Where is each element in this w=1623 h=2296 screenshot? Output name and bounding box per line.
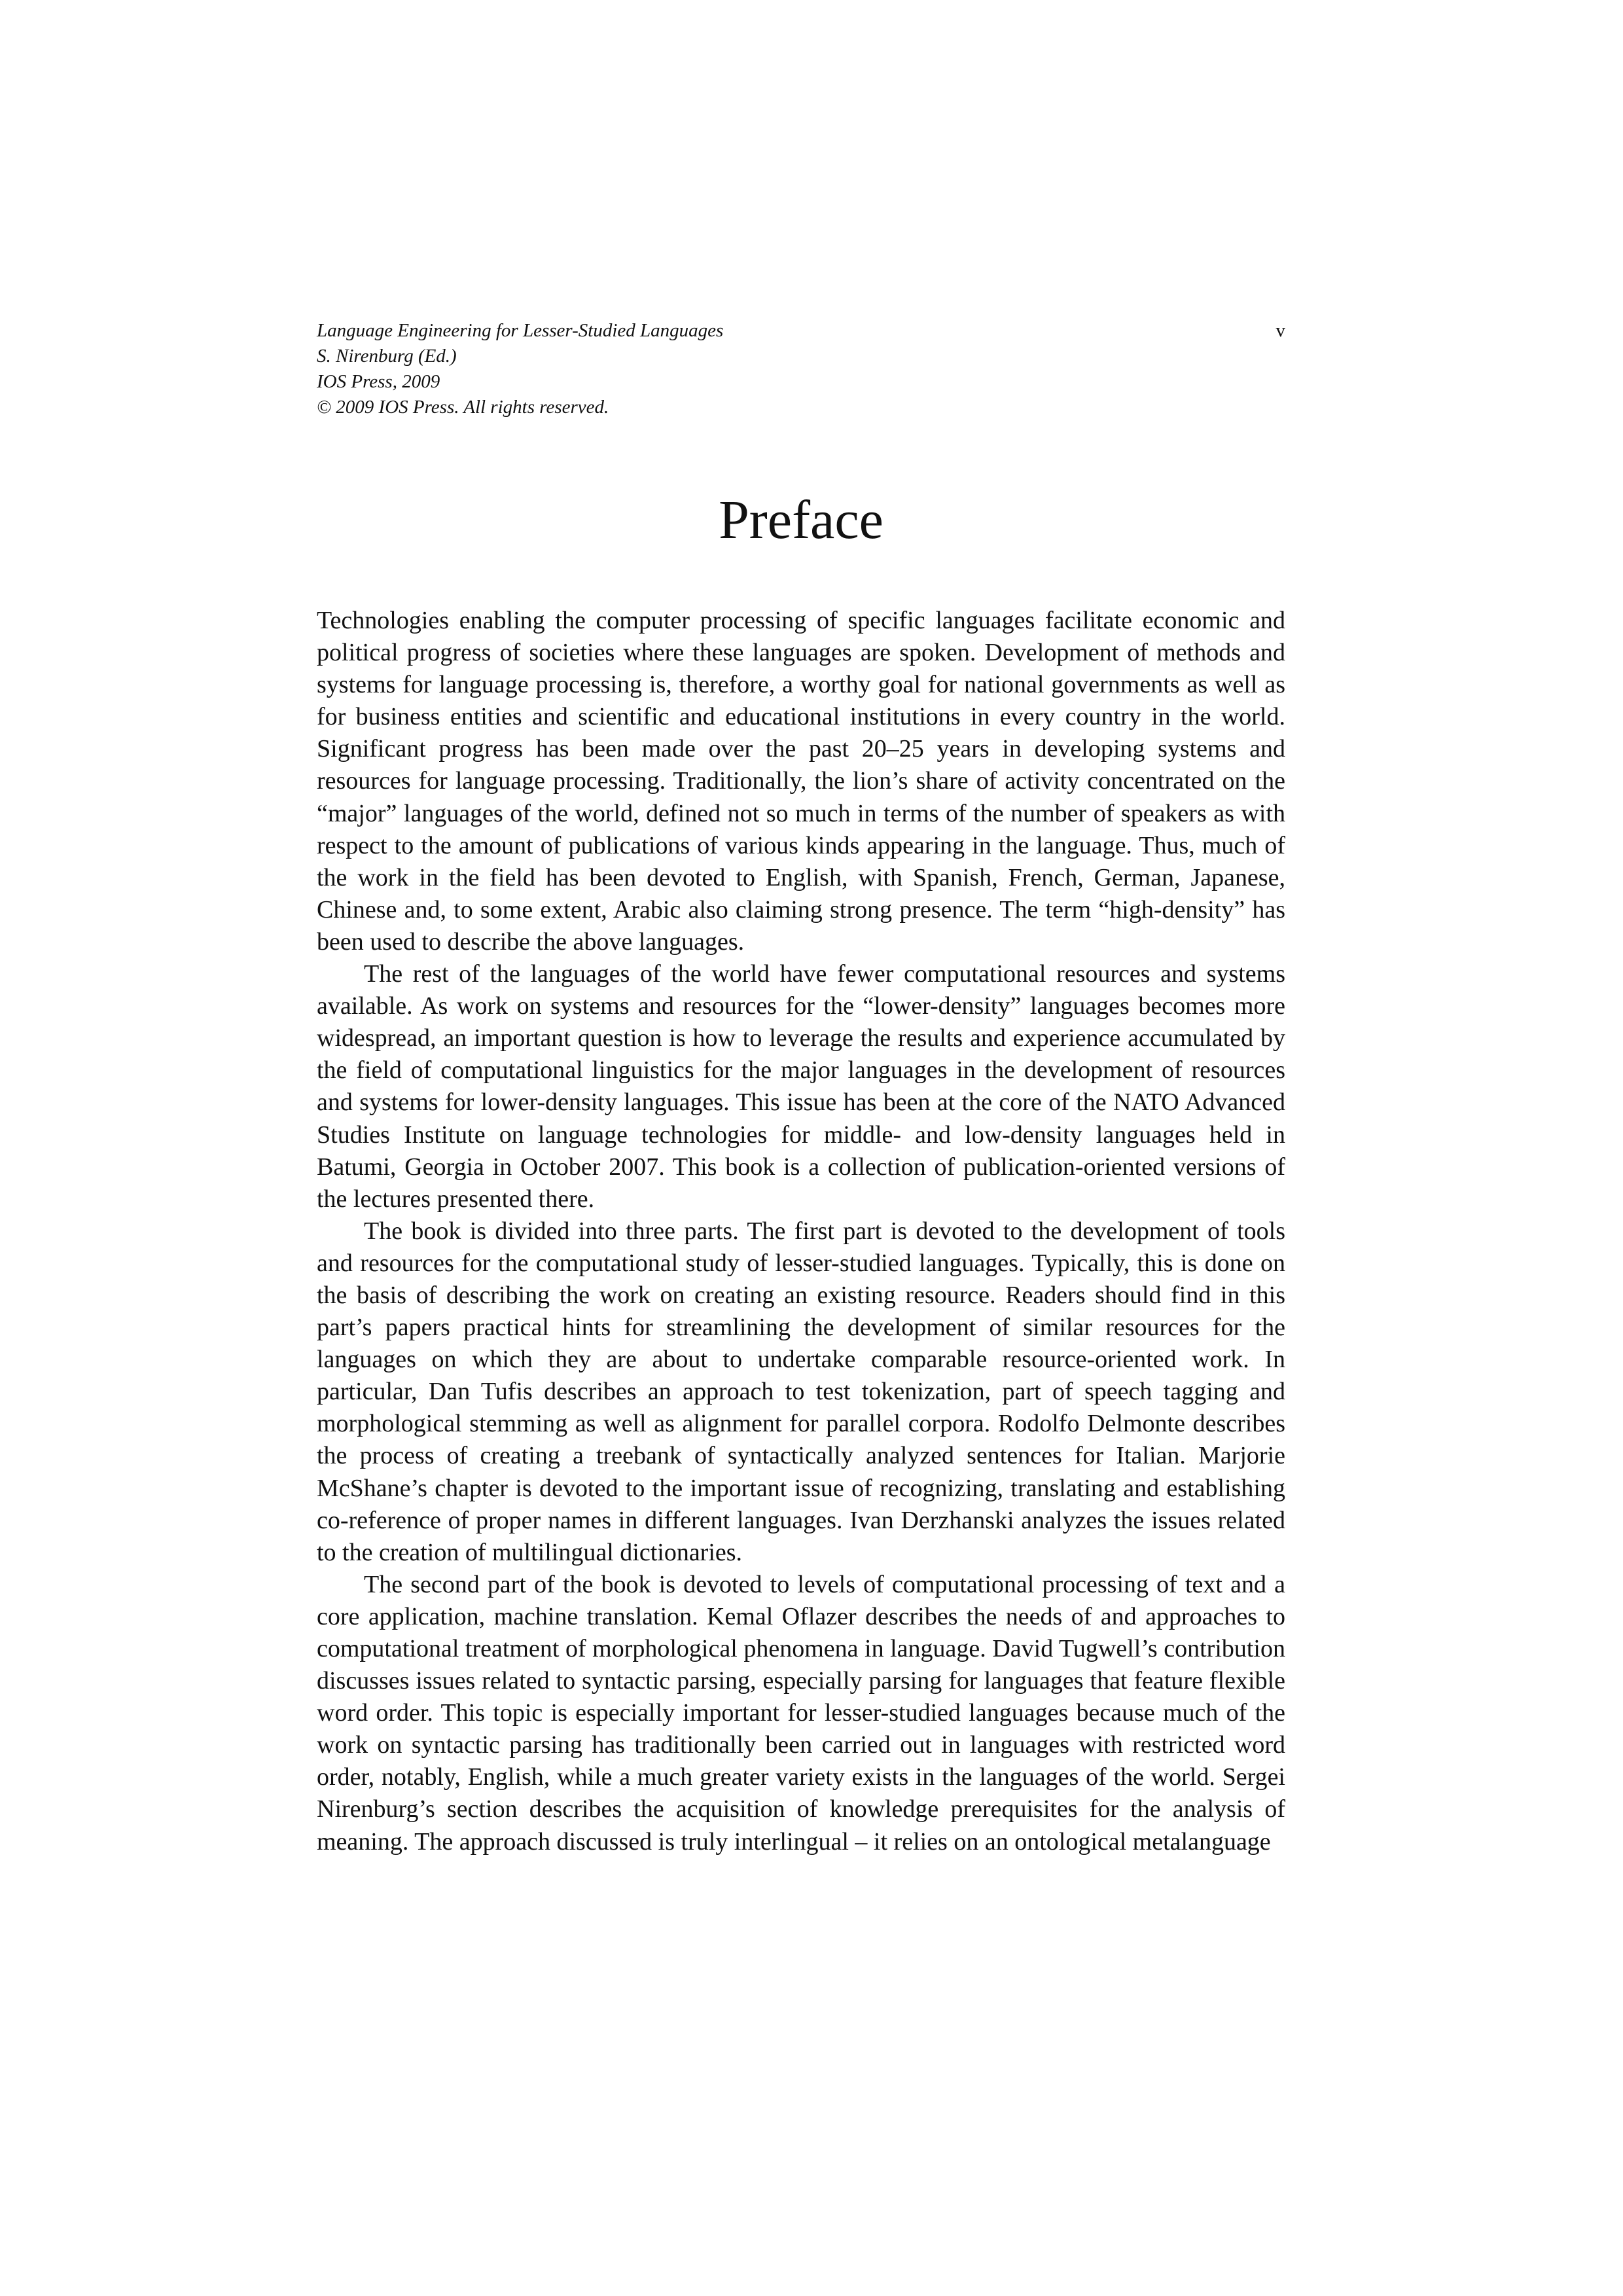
paragraph-2: The rest of the languages of the world have fewer computational resources and systems available. As work on systems and resources for the “lower-density” languages becomes more widespread, an important question is how to leverage the results and experience accumulated by the field of computational linguistics for the major languages in the development of resources and systems for lower-density languages. This issue has been at the core of the NATO Advanced Studies Institute on language technologies for middle- and low-density languages held in Batumi, Georgia in October 2007. This book is a collection of publication-oriented versions of the lectures presented there. bbox=[317, 960, 1285, 1213]
editor-line: S. Nirenburg (Ed.) bbox=[317, 346, 457, 367]
running-head bbox=[317, 318, 1285, 420]
page-number: v bbox=[1275, 320, 1285, 341]
paragraph-4: The second part of the book is devoted to levels of computational processing of text and a core application, machine translation. Kemal Oflazer describes the needs of and approaches to computational treatment of morphological phenomena in language. David Tugwell’s contribution discusses issues related to syntactic parsing, especially parsing for languages that feature flexible word order. This topic is especially important for lesser-studied languages because much of the work on syntactic parsing has traditionally been carried out in languages with restricted word order, notably, English, while a much greater variety exists in the languages of the world. Sergei Nirenburg’s section describes the acquisition of knowledge prerequisites for the analysis of meaning. The approach discussed is truly interlingual – it relies on an ontological metalanguage bbox=[317, 1570, 1285, 1856]
paragraph-1: Technologies enabling the computer processing of specific languages facilitate economic and political progress of societies where these languages are spoken. Development of methods and systems for language processing is, therefore, a worthy goal for national governments as well as for business entities and scientific and educational institutions in every country in the world. Significant progress has been made over the past 20–25 years in developing systems and resources for language processing. Traditionally, the lion’s share of activity concentrated on the “major” languages of the world, defined not so much in terms of the number of speakers as with respect to the amount of publications of various kinds appearing in the language. Thus, much of the work in the field has been devoted to English, with Spanish, French, German, Japanese, Chinese and, to some extent, Arabic also claiming strong presence. The term “high-density” has been used to describe the above languages. bbox=[317, 607, 1285, 956]
paragraph-3: The book is divided into three parts. The first part is devoted to the development of tools and resources for the computational study of lesser-studied languages. Typically, this is done on the basis of describing the work on creating an existing resource. Readers should find in this part’s papers practical hints for streamlining the development of similar resources for the languages on which they are about to undertake comparable resource-oriented work. In particular, Dan Tufis describes an approach to test tokenization, part of speech tagging and morphological stemming as well as alignment for parallel corpora. Rodolfo Delmonte describes the process of creating a treebank of syntactically analyzed sentences for Italian. Marjorie McShane’s chapter is devoted to the important issue of recognizing, translating and establishing co-reference of proper names in different languages. Ivan Derzhanski analyzes the issues related to the creation of multilingual dictionaries. bbox=[317, 1217, 1285, 1566]
book-title: Language Engineering for Lesser-Studied Languages bbox=[317, 320, 724, 341]
copyright-line: © 2009 IOS Press. All rights reserved. bbox=[317, 397, 609, 418]
preface-body bbox=[317, 605, 1285, 1858]
publisher-line: IOS Press, 2009 bbox=[317, 371, 440, 392]
page-title: Preface bbox=[719, 490, 883, 550]
